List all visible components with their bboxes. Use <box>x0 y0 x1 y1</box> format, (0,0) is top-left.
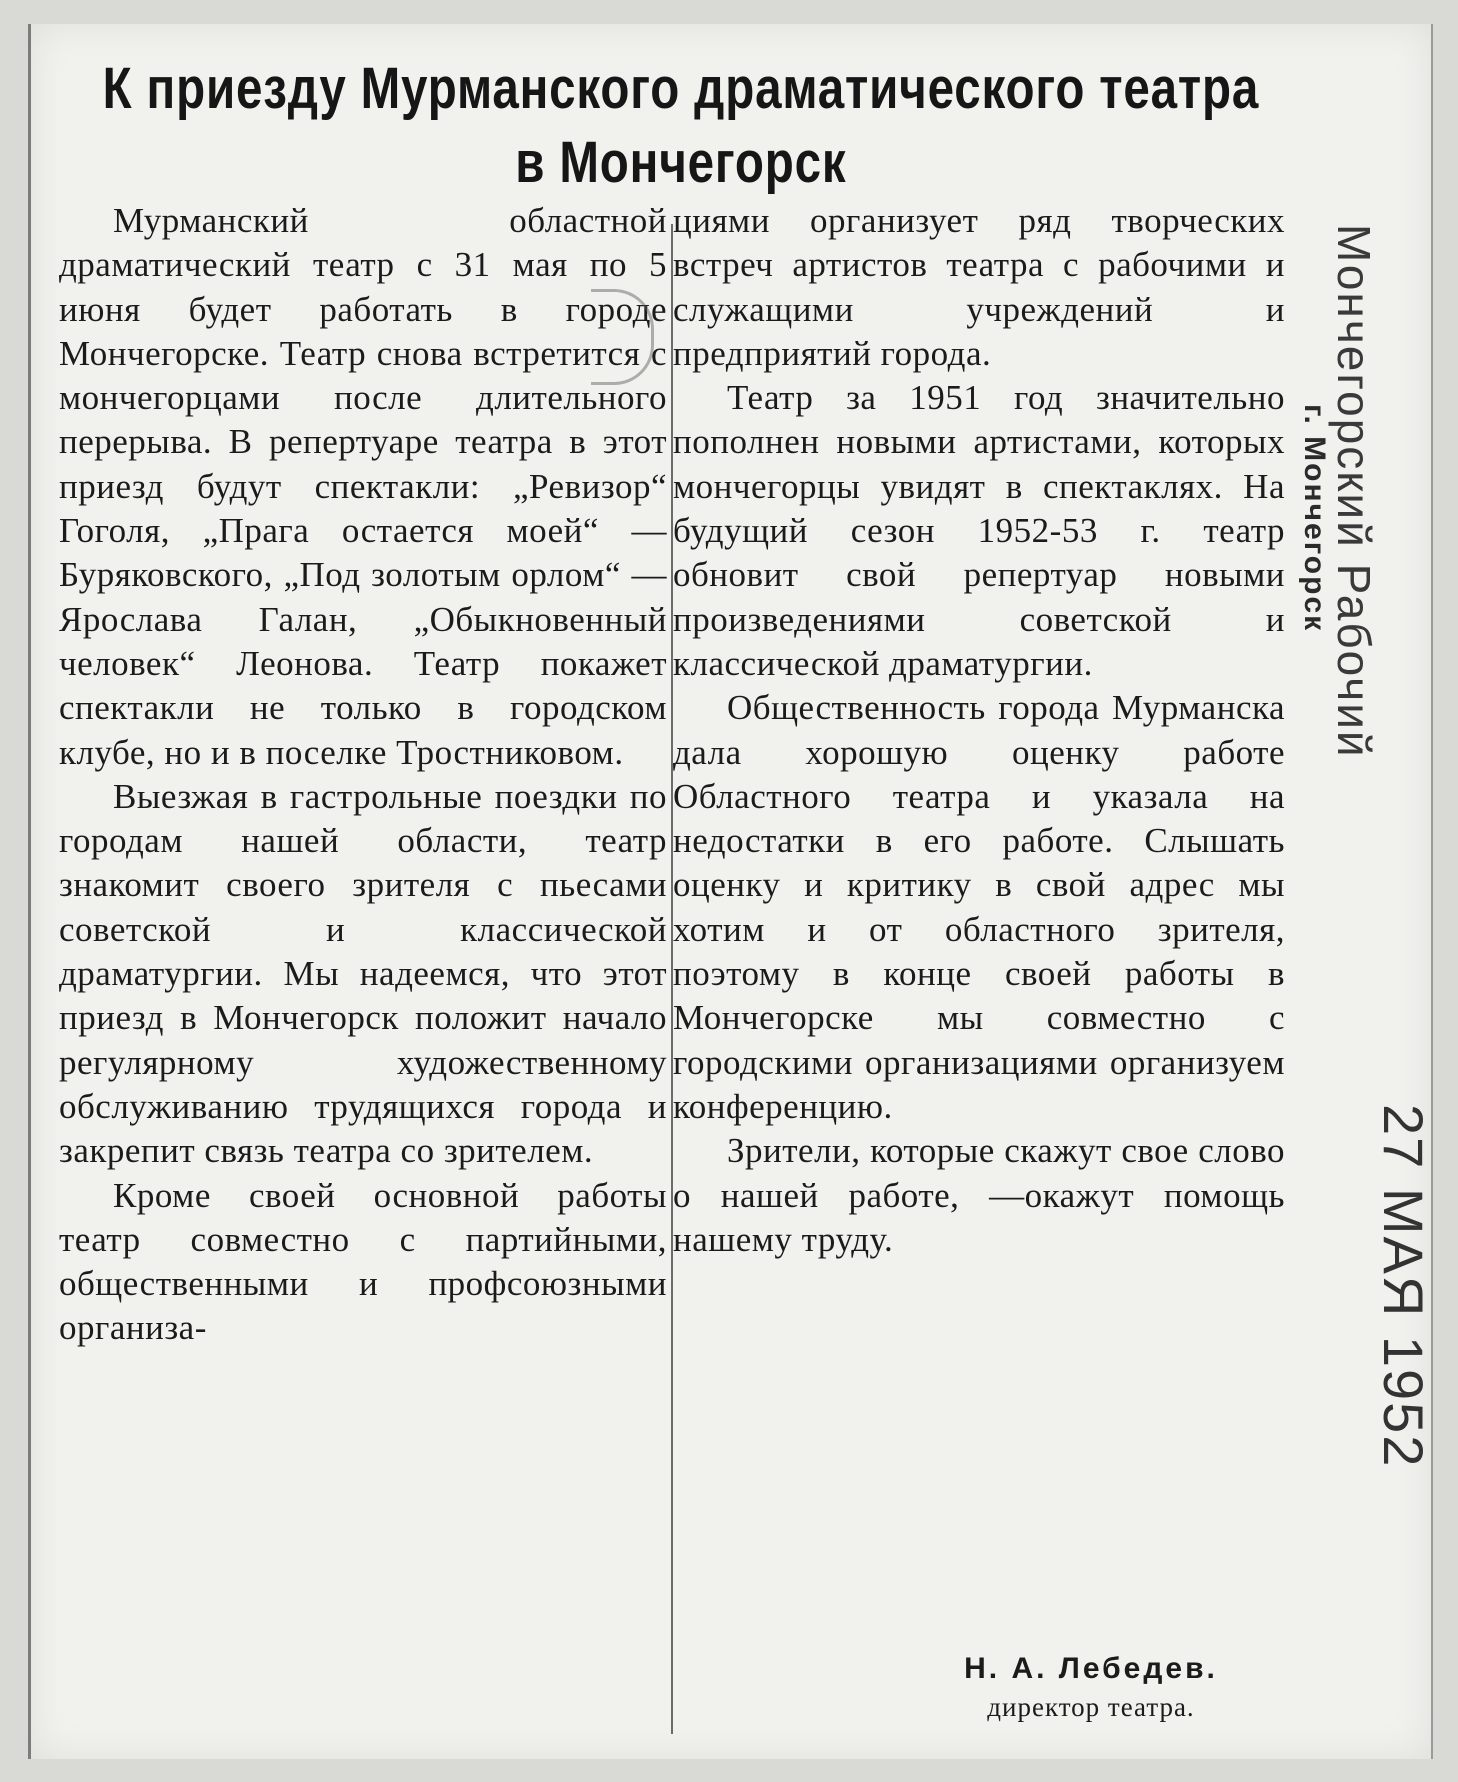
paragraph: циями организует ряд творческих встреч артистов театра с рабочими и служащими учреждений и предприятий города. <box>673 201 1285 373</box>
title-line-2: в Мончегорск <box>515 130 847 195</box>
city-stamp: г. Мончегорск <box>1298 404 1331 633</box>
paragraph: Общественность города Мурманска дала хорошую оценку работе Областного театра и указала на недостатки в его работе. Слышать оценку и критику в свой адрес мы хотим и от областного зрителя, поэтому в конце своей работы в Мончегорске мы совместно с городскими организациями организуем конференцию. <box>673 688 1285 1126</box>
signature-role: директор театра. <box>987 1692 1195 1722</box>
paragraph: Театр за 1951 год значительно пополнен новыми артистами, которых мончегорцы увидят в спектаклях. На будущий сезон 1952-53 г. театр обновит свой репертуар новыми произведениями советской и классической драматургии. <box>673 378 1285 683</box>
signature-name: Н. А. Лебедев. <box>964 1652 1218 1685</box>
newspaper-stamp: Мончегорский Рабочий <box>1328 224 1380 759</box>
article-title <box>61 52 1301 200</box>
title-line-1: К приезду Мурманского драматического театра <box>102 56 1260 121</box>
paragraph: Кроме своей основной работы театр совместно с партийными, общественными и профсоюзными организа- <box>59 1175 667 1348</box>
newspaper-clipping <box>28 24 1433 1759</box>
paragraph: Зрители, которые скажут свое слово о нашей работе, —окажут помощь нашему труду. <box>673 1131 1285 1259</box>
pencil-annotation <box>591 289 654 385</box>
paragraph: Мурманский областной драматический театр с 31 мая по 5 июня будет работать в городе Мончегорске. Театр снова встретится с мончегорцами после длительного перерыва. В репертуаре театра в этот приезд будут спектакли: „Ревизор“ Гоголя, „Прага остается моей“ —Буряковского, „Под золотым орлом“ —Ярослава Галан, „Обыкновенный человек“ Леонова. Театр покажет спектакли не только в городском клубе, но и в поселке Тростниковом. <box>59 201 667 772</box>
paragraph: Выезжая в гастрольные поездки по городам нашей области, театр знакомит своего зрителя с пьесами советской и классической драматургии. Мы надеемся, что этот приезд в Мончегорск положит начало регулярному художественному обслуживанию трудящихся города и закрепит связь театра со зрителем. <box>59 776 667 1171</box>
date-stamp: 27 МАЯ 1952 <box>1372 1104 1435 1469</box>
signature-block <box>911 1652 1271 1723</box>
right-column <box>673 199 1285 1262</box>
left-column <box>59 199 667 1351</box>
